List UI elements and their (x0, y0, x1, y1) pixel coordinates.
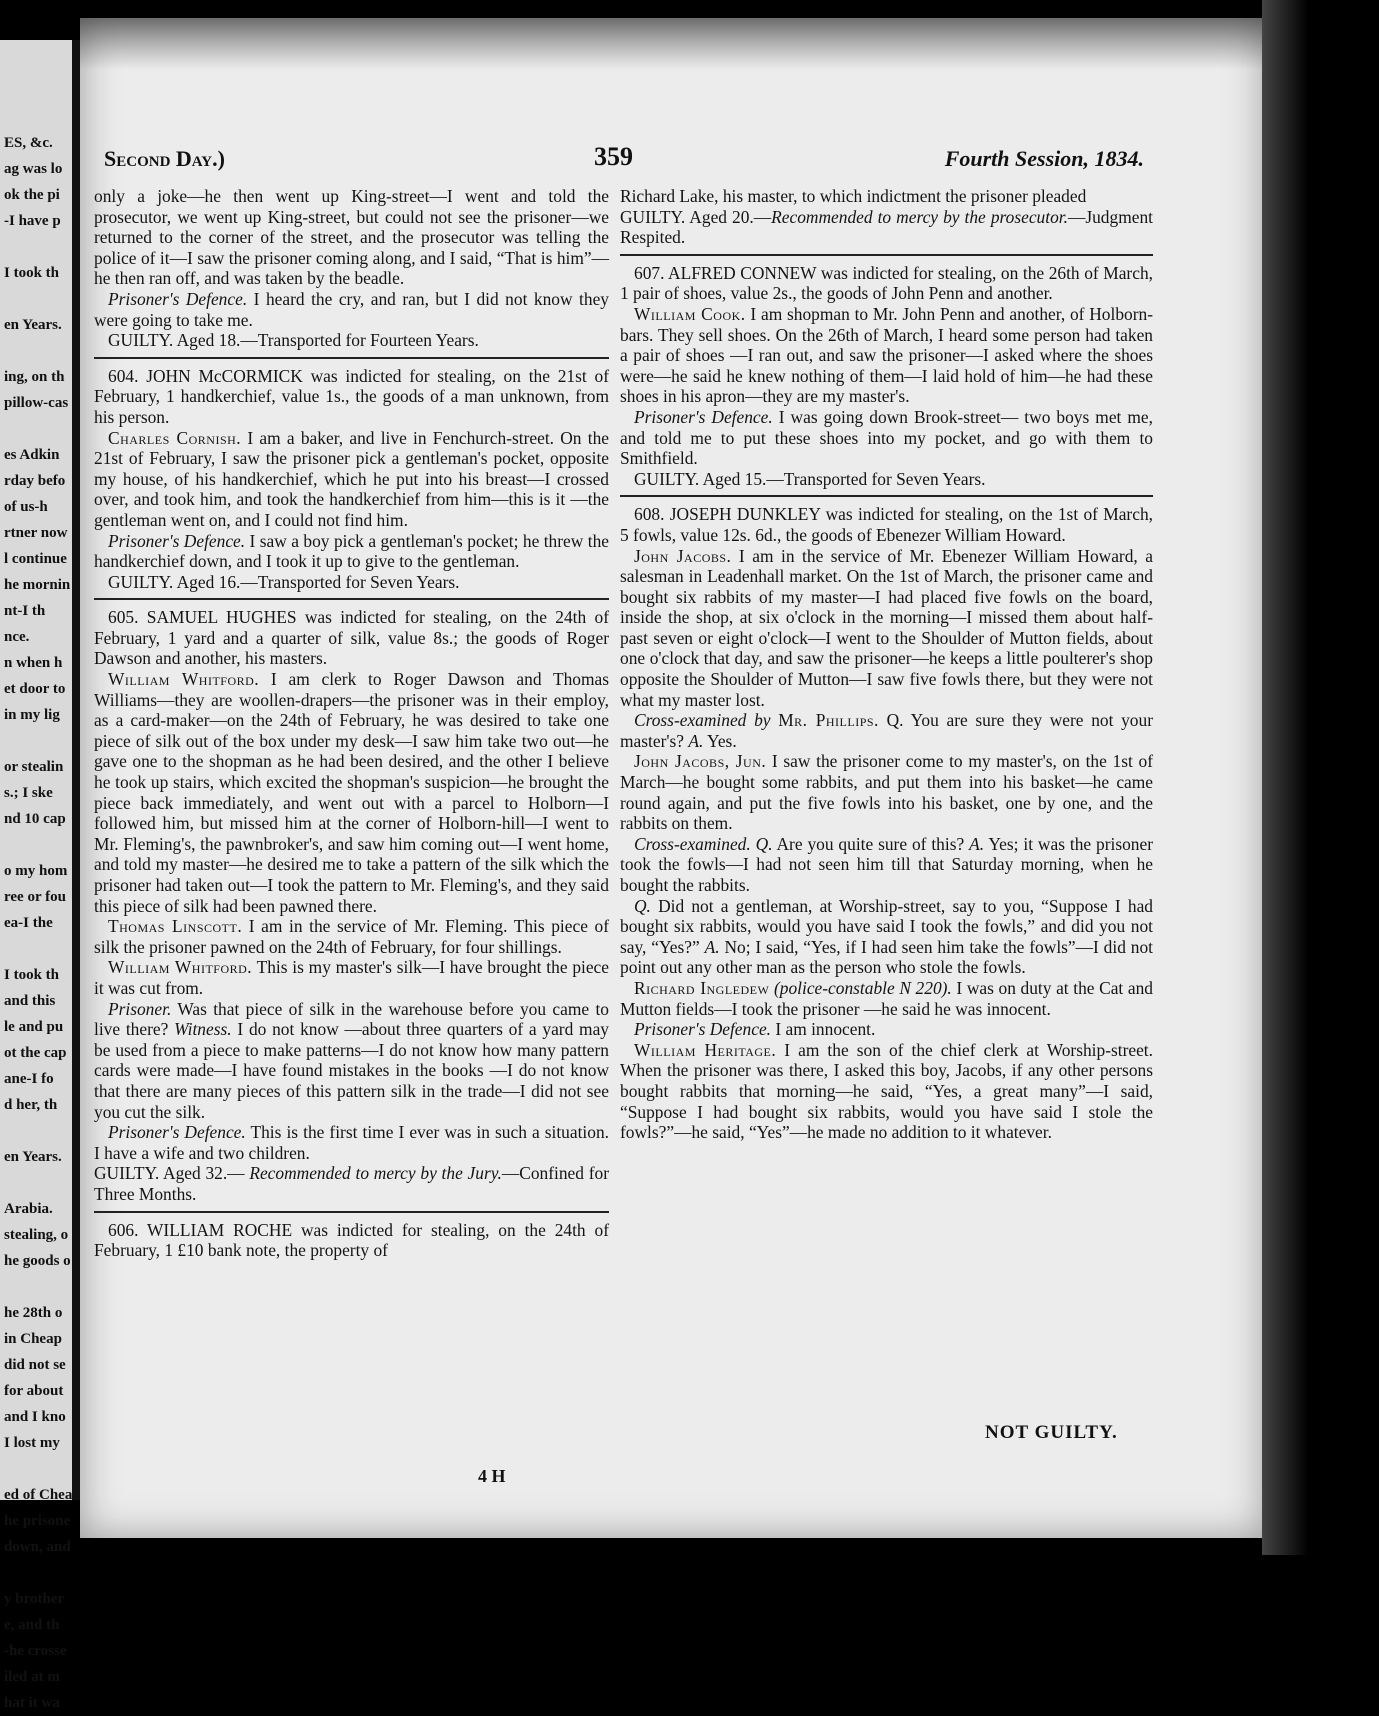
testimony: Q. Did not a gentleman, at Worship-street, say to you, “Suppose I had bought six rabbits, would you have said I took the fowls,” and did you not say, “Yes?” A. No; I said, “Yes, if I had seen him take the fowls”—I did not point out any other man as the person who stole the fowls. (620, 895, 1153, 978)
testimony: Cross-examined by Mr. Phillips. Q. You are sure they were not your master's? A. Yes. (620, 710, 1153, 751)
header-session: Fourth Session, 1834. (944, 146, 1144, 171)
facing-page-fragment: iled at m (4, 1669, 60, 1685)
verdict: GUILTY. Aged 15.—Transported for Seven Years. (634, 468, 986, 489)
verdict: GUILTY. Aged 16.—Transported for Seven Years. (108, 571, 460, 592)
case-heading: 608. JOSEPH DUNKLEY was indicted for stealing, on the 1st of March, 5 fowls, value 12s. 6d., the goods of Ebenezer William Howard. (620, 504, 1153, 545)
facing-page-fragment: in Cheap (4, 1331, 62, 1347)
testimony: William Whitford. This is my master's silk—I have brought the piece it was cut from. (94, 957, 609, 998)
testimony: Charles Cornish. I am a baker, and live in Fenchurch-street. On the 21st of February, I saw the prisoner pick a gentleman's pocket, opposite my house, of his handkerchief, which he put into his breast—I crossed over, and took him, and took the handkerchief from him—this is it —the gentleman went on, and I could not find him. (94, 427, 609, 530)
testimony: William Heritage. I am the son of the chief clerk at Worship-street. When the prisoner was there, I asked this boy, Jacobs, if any other persons bought rabbits that morning—he said, “Yes, a great many”—I said, “Suppose I had bought six rabbits, would you have said I stole the fowls?”—he said, “Yes”—he made no addition to it whatever. (620, 1039, 1153, 1143)
facing-page-fragment: n when h (4, 655, 63, 671)
paragraph: Richard Lake, his master, to which indictment the prisoner pleaded (620, 186, 1087, 206)
testimony: Prisoner's Defence. I was going down Brook-street— two boys met me, and told me to put these shoes into my pocket, and go with them to Smithfield. (620, 406, 1154, 469)
testimony: John Jacobs, Jun. I saw the prisoner come to my master's, on the 1st of March—he bought some rabbits, and put them into his basket—he came round again, and put the five fowls into his basket, one by one, and the rabbits on them. (620, 751, 1154, 834)
facing-page-fragment: he mornin (4, 577, 71, 593)
facing-page-fragment: nt-I th (4, 603, 46, 619)
facing-page-fragment: -I have p (4, 213, 61, 229)
facing-page-fragment: I lost my (4, 1435, 60, 1451)
facing-page-fragment: and this (4, 993, 56, 1009)
testimony: Prisoner. Was that piece of silk in the warehouse before you came to live there? Witness. I do not know —about three quarters of a yard may be used from a piece to make patterns—I do not know how many pattern cards were made—I have found mistakes in the books —I do not know that there are many pieces of this pattern silk in the trade—I did not see you cut the silk. (94, 998, 610, 1122)
testimony: Thomas Linscott. I am in the service of Mr. Fleming. This piece of silk the prisoner pawned on the 24th of February, for four shillings. (94, 916, 609, 957)
facing-page-fragment (0, 286, 72, 312)
paragraph: Prisoner's Defence. I heard the cry, and ran, but I did not know they were going to take me. (94, 288, 609, 330)
facing-page-fragment: Arabia. (4, 1201, 53, 1217)
facing-page-fragment: he prisone (4, 1513, 71, 1529)
facing-page-fragment: ok the pi (4, 187, 60, 203)
facing-page-fragment (0, 728, 72, 754)
facing-page-fragment: ES, &c. (4, 135, 53, 151)
facing-page-edge (0, 40, 80, 1711)
facing-page-fragment (0, 1560, 72, 1586)
facing-page-fragment: stealing, o (4, 1227, 69, 1243)
facing-page-fragment (0, 832, 72, 858)
facing-page-fragment: en Years. (4, 317, 62, 333)
testimony: Richard Ingledew (police-constable N 220). I was on duty at the Cat and Mutton fields—I took the prisoner —he said he was innocent. (620, 977, 1154, 1019)
facing-page-fragment: ed of Chea (4, 1487, 73, 1503)
facing-page-fragment: ing, on th (4, 369, 65, 385)
paragraph: only a joke—he then went up King-street—I went and told the prosecutor, we went up King-street, but could not see the prisoner—we returned to the corner of the street, and the prosecutor was telling the police of it—I saw the prisoner coming along, and I said, “That is him”—he then ran off, and was taken by the beadle. (94, 186, 609, 289)
facing-page-fragment: rtner now (4, 525, 68, 541)
facing-page-fragment: et door to (4, 681, 66, 697)
verdict-not-guilty: NOT GUILTY. (985, 1422, 1118, 1443)
facing-page-fragment (0, 936, 72, 962)
scan-shadow-top (80, 0, 1265, 70)
facing-page-fragment (0, 1274, 72, 1300)
testimony: Cross-examined. Q. Are you quite sure of this? A. Yes; it was the prisoner took the fowls—I had not seen him till that Saturday morning, when he bought the rabbits. (620, 833, 1153, 895)
case-heading: 606. WILLIAM ROCHE was indicted for stealing, on the 24th of February, 1 £10 bank note, the property of (94, 1219, 609, 1261)
facing-page-fragment: es Adkin (4, 447, 60, 463)
testimony: Prisoner's Defence. I am innocent. (634, 1019, 876, 1040)
case-heading: 604. JOHN McCORMICK was indicted for stealing, on the 21st of February, 1 handkerchief, value 1s., the goods of a man unknown, from his person. (94, 365, 609, 427)
testimony: Prisoner's Defence. I saw a boy pick a gentleman's pocket; he threw the handkerchief down, and I took it up to give to the gentleman. (94, 530, 609, 572)
facing-page-fragment: ag was lo (4, 161, 63, 177)
scan-shadow-right (1262, 0, 1379, 1555)
facing-page-fragment (0, 1170, 72, 1196)
facing-page-fragment: ane-I fo (4, 1071, 54, 1087)
facing-page-fragment: o my hom (4, 863, 68, 879)
facing-page-fragment: nd 10 cap (4, 811, 66, 827)
header-day: Second Day.) (104, 146, 225, 171)
facing-page-fragment (0, 416, 72, 442)
facing-page-fragment: y brother (4, 1591, 65, 1607)
document-page (80, 18, 1265, 1538)
divider (620, 495, 1153, 497)
facing-page-fragment: l continue (4, 551, 67, 567)
case-heading: 605. SAMUEL HUGHES was indicted for stealing, on the 24th of February, 1 yard and a quarter of silk, value 8s.; the goods of Roger Dawson and another, his masters. (94, 607, 609, 669)
facing-page-fragment: or stealin (4, 759, 64, 775)
testimony: Prisoner's Defence. This is the first time I ever was in such a situation. I have a wife and two children. (94, 1122, 609, 1163)
facing-page-fragment: e, and th (4, 1617, 60, 1633)
testimony: William Whitford. I am clerk to Roger Dawson and Thomas Williams—they are woollen-drapers—the prisoner was in their employ, as a card-maker—on the 24th of February, he was desired to take one piece of silk out of the box under my desk—I saw him take two out—he gave one to the shopman as he had been desired, and the other I believe he took up stairs, which excited the shopman's suspicion—he brought the piece back immediately, and went out with a parcel to Holborn—I followed him, but missed him at the corner of Holborn-hill—I went to Mr. Fleming's, the pawnbroker's, and saw him coming out—I went home, and told my master—he desired me to take a pattern of the silk which the prisoner had taken out—I took the pattern to Mr. Fleming's, and they said this piece of silk had been pawned there. (94, 669, 610, 916)
facing-page-fragment: d her, th (4, 1097, 58, 1113)
running-header (104, 142, 1144, 180)
page-number: 359 (594, 142, 633, 171)
facing-page-fragment: le and pu (4, 1019, 64, 1035)
facing-page-fragment: pillow-cas (4, 395, 69, 411)
facing-page-fragment: he goods o (4, 1253, 71, 1269)
facing-page-fragment: ea-I the (4, 915, 53, 931)
facing-page-fragment: of us-h (4, 499, 48, 515)
facing-page-fragment (0, 234, 72, 260)
facing-page-fragment: for about (4, 1383, 64, 1399)
divider (94, 1211, 609, 1213)
facing-page-fragment: I took th (4, 265, 60, 281)
testimony: John Jacobs. I am in the service of Mr. Ebenezer William Howard, a salesman in Leadenhall market. On the 1st of March, the prisoner came and bought six rabbits of my master—I had placed five fowls on the board, inside the shop, at six o'clock in the morning—I missed them about half-past seven or eight o'clock—I went to the Shoulder of Mutton fields, about one o'clock that day, and saw the prisoner—he keeps a little poulterer's shop opposite the Shoulder of Mutton—I saw five fowls there, but they were not what my master lost. (620, 545, 1154, 710)
testimony: William Cook. I am shopman to Mr. John Penn and another, of Holborn-bars. They sell shoes. On the 26th of March, I heard some person had taken a pair of shoes —I ran out, and saw the prisoner—I asked where the shoes were—he said he knew nothing of them—I laid hold of him—he had these shoes in his apron—they are my master's. (620, 303, 1154, 407)
facing-page-fragment: -he crosse (4, 1643, 67, 1659)
divider (94, 357, 609, 359)
left-column (94, 186, 609, 1261)
facing-page-fragment: in my lig (4, 707, 60, 723)
facing-page-fragment: s.; I ske (4, 785, 53, 801)
facing-page-fragment: nce. (4, 629, 30, 645)
facing-page-fragment: hat it wa (4, 1695, 60, 1711)
facing-page-fragment (0, 1456, 72, 1482)
divider (620, 254, 1153, 256)
verdict: GUILTY. Aged 18.—Transported for Fourteen Years. (108, 330, 479, 351)
facing-page-fragment (0, 338, 72, 364)
verdict: GUILTY. Aged 32.— Recommended to mercy by the Jury.—Confined for Three Months. (94, 1163, 609, 1204)
facing-page-fragment: en Years. (4, 1149, 62, 1165)
facing-page-fragment: ot the cap (4, 1045, 67, 1061)
right-column (620, 186, 1153, 1143)
facing-page-fragment (0, 1118, 72, 1144)
facing-page-fragment: did not se (4, 1357, 66, 1373)
facing-page-fragment: ree or fou (4, 889, 66, 905)
divider (94, 598, 609, 600)
facing-page-fragment: I took th (4, 967, 60, 983)
facing-page-fragment: rday befo (4, 473, 66, 489)
case-heading: 607. ALFRED CONNEW was indicted for stealing, on the 26th of March, 1 pair of shoes, value 2s., the goods of John Penn and another. (620, 262, 1153, 304)
verdict: GUILTY. Aged 20.—Recommended to mercy by the prosecutor.—Judgment Respited. (620, 206, 1153, 248)
facing-page-fragment: and I kno (4, 1409, 66, 1425)
facing-page-fragment: down, and (4, 1539, 71, 1555)
facing-page-fragment: he 28th o (4, 1305, 63, 1321)
signature-mark: 4 H (478, 1466, 506, 1486)
